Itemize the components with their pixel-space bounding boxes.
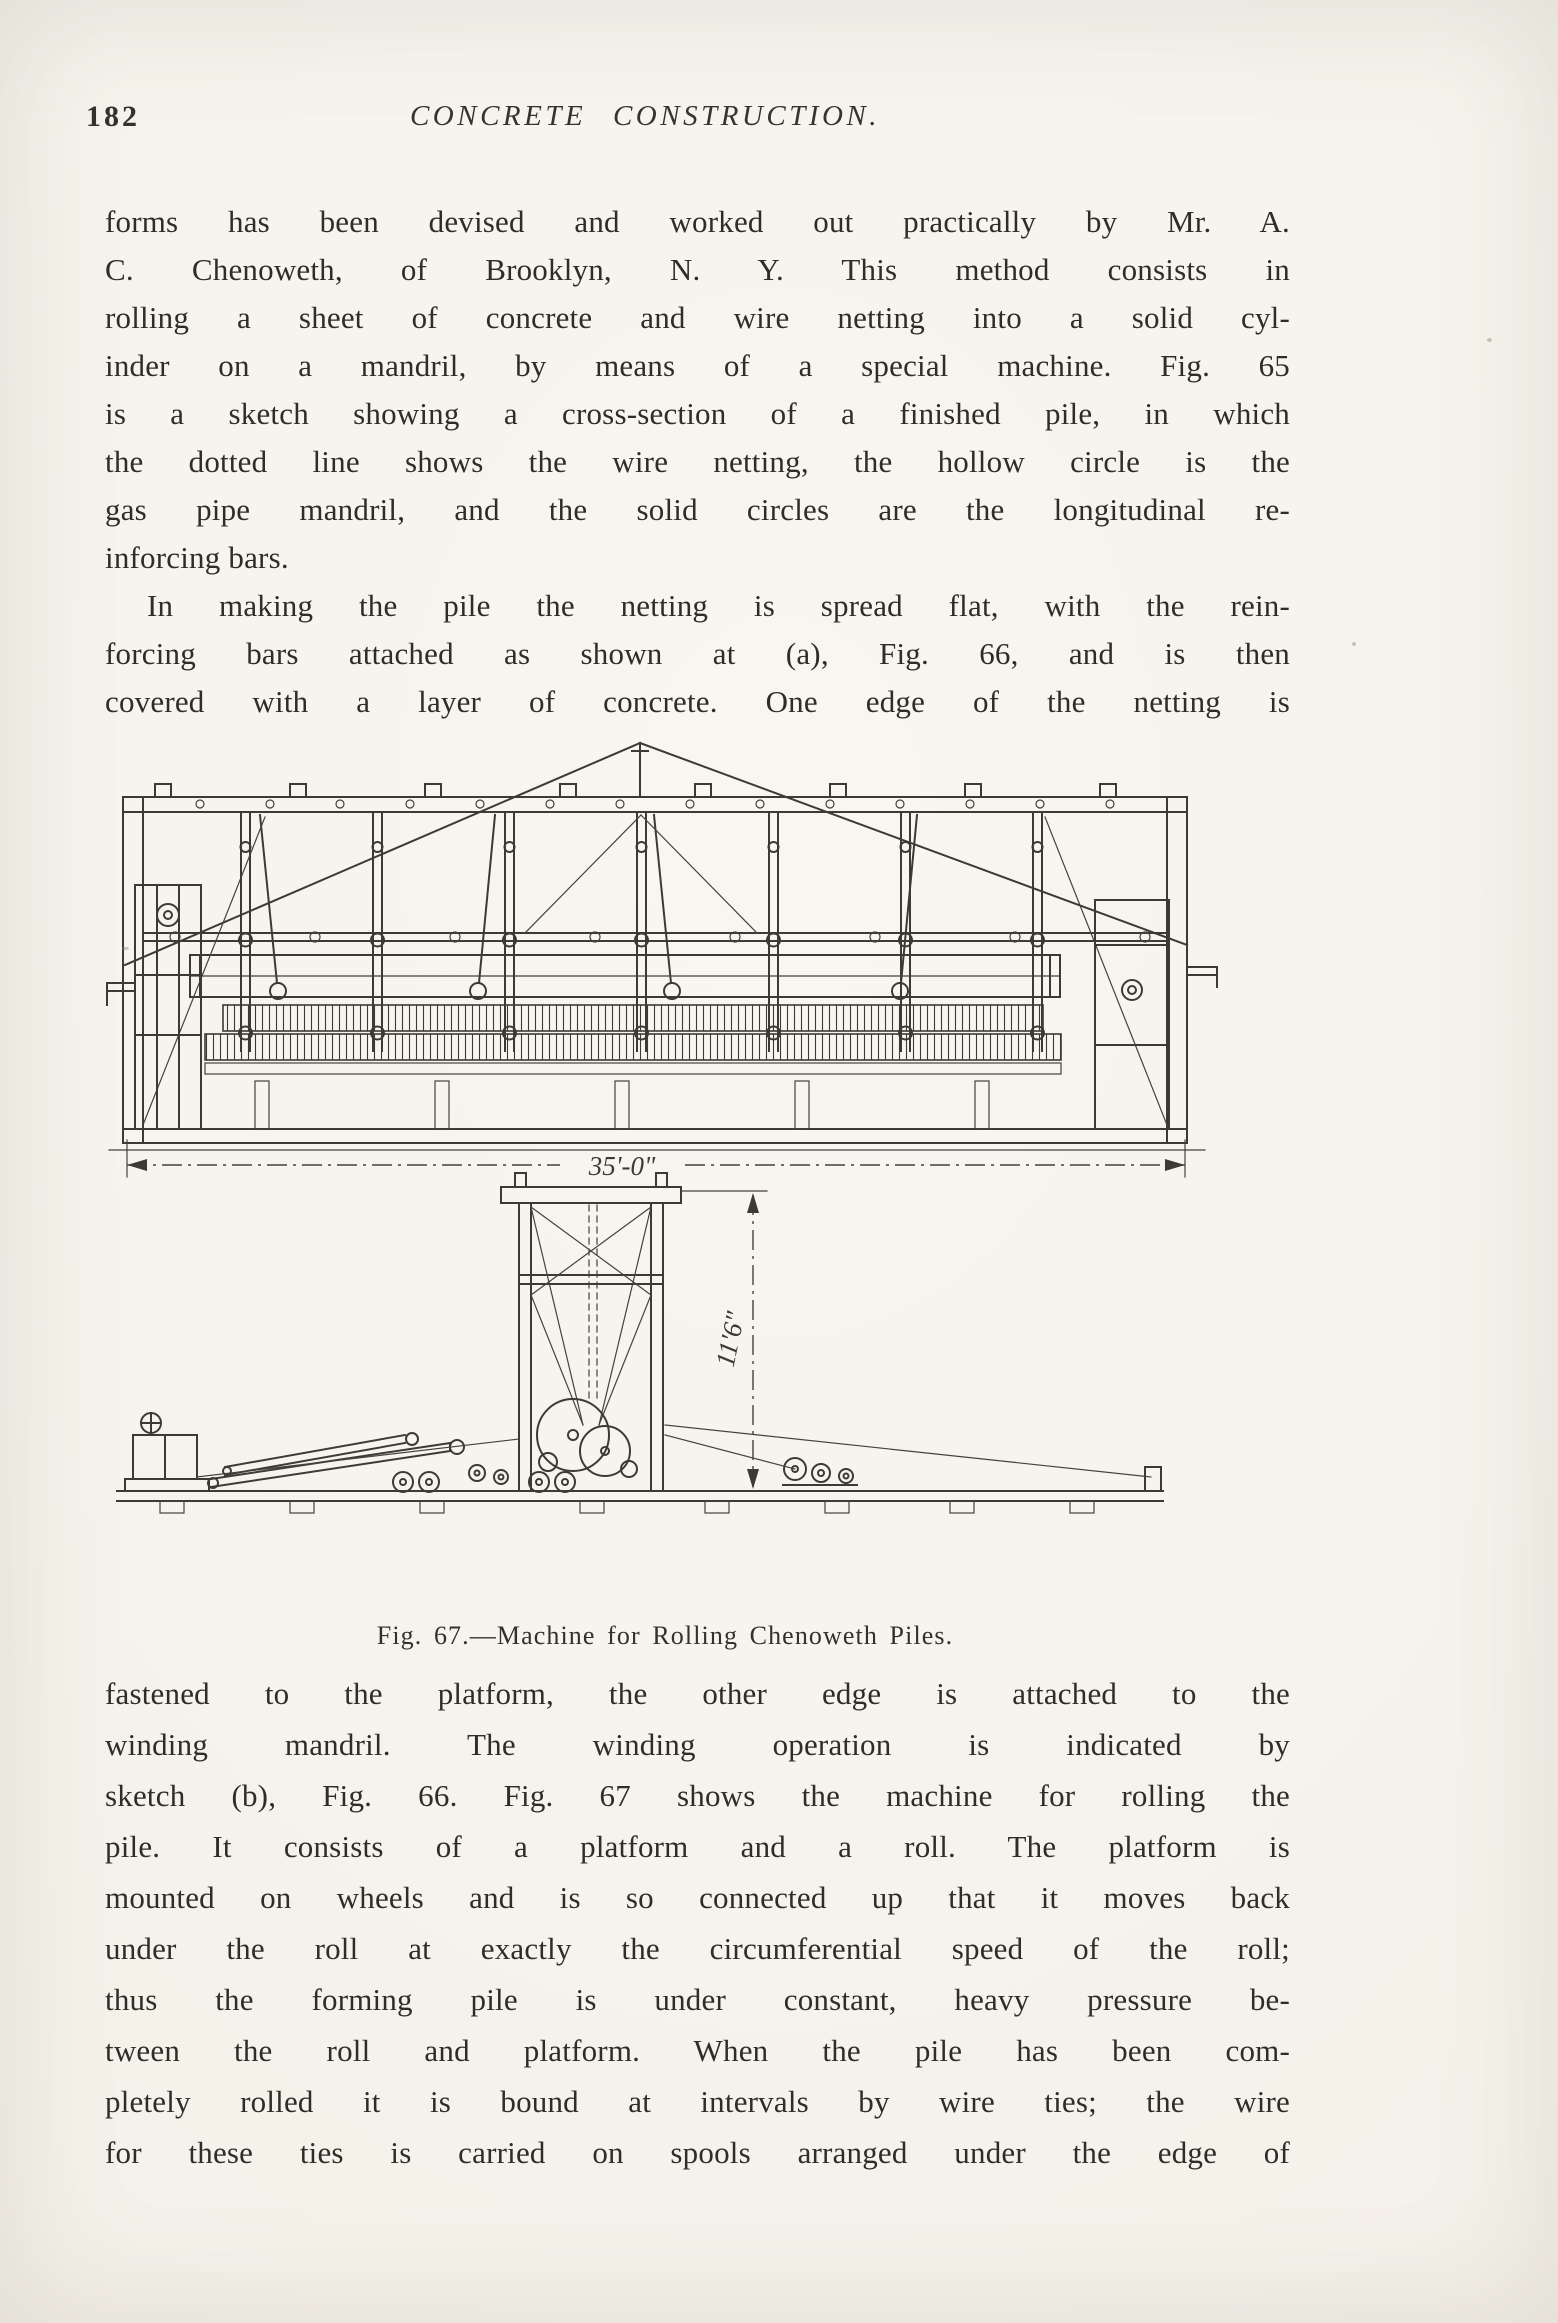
text-line: forcing bars attached as shown at (a), Fig. 66, and is then: [105, 636, 1290, 671]
dimension-label-height: 11'6": [709, 1308, 751, 1370]
page-number: 182: [86, 100, 140, 133]
feed-levers: [208, 1433, 508, 1488]
text-line: thus the forming pile is under constant, heavy pressure be-: [105, 1982, 1290, 2017]
scan-speck: [1487, 338, 1492, 342]
platform-feet: [160, 1501, 1094, 1513]
beam-caps: [155, 784, 1116, 797]
running-header: CONCRETE CONSTRUCTION.: [409, 100, 881, 132]
scan-speck: [122, 947, 129, 950]
text-line: tween the roll and platform. When the pile has been com-: [105, 2033, 1290, 2068]
text-line: fastened to the platform, the other edge is attached to the: [105, 1676, 1290, 1711]
main-frame: [123, 797, 1187, 1143]
left-gear-box: [107, 885, 201, 1129]
ground-platform: [117, 1467, 1163, 1501]
text-line: C. Chenoweth, of Brooklyn, N. Y. This method consists in: [105, 252, 1290, 287]
diagonal-braces: [143, 815, 1167, 1125]
text-block-upper: [105, 198, 1290, 726]
text-line: winding mandril. The winding operation is indicated by: [105, 1727, 1290, 1762]
machine-end-view-drawing: [117, 1173, 1163, 1513]
text-line: the dotted line shows the wire netting, the hollow circle is the: [105, 444, 1290, 479]
dimension-label-width: 35'-0": [588, 1151, 656, 1181]
text-line: pletely rolled it is bound at intervals by wire ties; the wire: [105, 2084, 1290, 2119]
scan-speck: [1352, 642, 1356, 646]
wire-spools: [783, 1458, 857, 1485]
text-line: for these ties is carried on spools arranged under the edge of: [105, 2135, 1290, 2170]
figure-67: [105, 735, 1290, 1620]
text-line: gas pipe mandril, and the solid circles are the longitudinal re-: [105, 492, 1290, 527]
pendulum-hangers: [260, 815, 917, 999]
text-line: is a sketch showing a cross-section of a finished pile, in which: [105, 396, 1290, 431]
mid-rail: [143, 933, 1167, 941]
text-line: In making the pile the netting is spread flat, with the rein-: [147, 588, 1290, 623]
text-line: rolling a sheet of concrete and wire netting into a solid cyl-: [105, 300, 1290, 335]
text-line: mounted on wheels and is so connected up that it moves back: [105, 1880, 1290, 1915]
frame-tower: [501, 1173, 681, 1491]
roof-truss: [125, 743, 1187, 965]
pile-hatch-rows: [205, 1005, 1061, 1074]
drive-gear-stand: [125, 1413, 209, 1491]
beam-bolts: [196, 800, 1114, 808]
support-legs: [255, 1081, 989, 1129]
tie-rods: [197, 1425, 1151, 1477]
text-line: under the roll at exactly the circumferential speed of the roll;: [105, 1931, 1290, 1966]
height-dimension: [681, 1191, 767, 1489]
paragraph-3: [105, 1668, 1290, 2178]
figure-caption: Fig. 67.—Machine for Rolling Chenoweth Piles.: [376, 1621, 954, 1650]
text-block-lower: [105, 1668, 1290, 2178]
tower-bracing: [531, 1205, 651, 1425]
roll-band: [190, 955, 1060, 997]
machine-elevation-drawing: [107, 743, 1217, 1181]
paragraph-1: [105, 198, 1290, 582]
text-line: inder on a mandril, by means of a special machine. Fig. 65: [105, 348, 1290, 383]
text-line: pile. It consists of a platform and a roll. The platform is: [105, 1829, 1290, 1864]
machine-drawing: [105, 735, 1290, 1620]
text-line: inforcing bars.: [105, 540, 289, 575]
text-line: sketch (b), Fig. 66. Fig. 67 shows the machine for rolling the: [105, 1778, 1290, 1813]
text-line: forms has been devised and worked out practically by Mr. A.: [105, 204, 1290, 239]
paragraph-2: [105, 582, 1290, 726]
text-line: covered with a layer of concrete. One edge of the netting is: [105, 684, 1290, 719]
rolls: [537, 1399, 637, 1477]
